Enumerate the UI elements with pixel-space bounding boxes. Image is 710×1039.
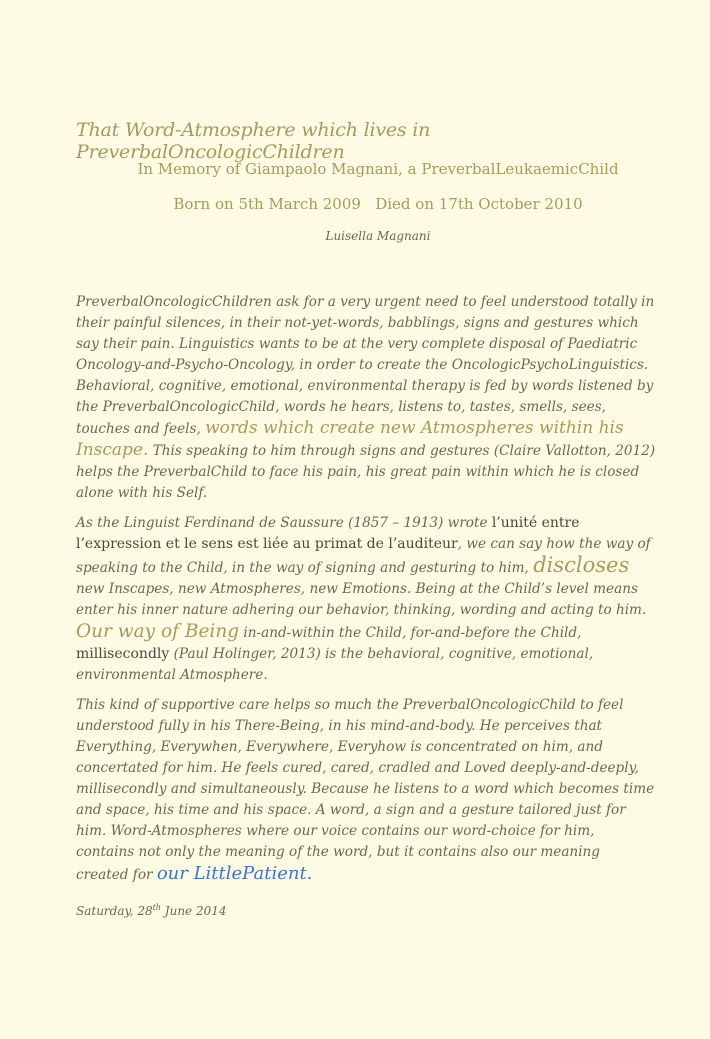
p2-text-c: , we can say how the way of speaking to the Child, in the way of signing and gesturing to him,: [76, 536, 651, 576]
p3-little-patient: our LittlePatient.: [156, 863, 313, 884]
p2-text-g: in-and-within the Child, for-and-before the Child,: [239, 625, 582, 641]
date-suffix: th: [152, 903, 161, 912]
body-text: [76, 292, 656, 895]
p2-text-e: new Inscapes, new Atmospheres, new Emotions. Being at the Child’s level means enter his inner nature adhering our behavior, thinking, wording and acting to him.: [76, 581, 647, 618]
life-dates: [0, 195, 710, 213]
p2-highlight-discloses: discloses: [533, 553, 630, 577]
author-name: Luisella Magnani: [325, 229, 431, 243]
died-date: Died on 17th October 2010: [375, 195, 583, 213]
date-rest: June 2014: [160, 904, 227, 918]
p1-text-c: This speaking to him through signs and gestures (Claire Vallotton, 2012) helps the PreverbalChild to face his pain, his great pain within which he is closed alone with his Self.: [76, 443, 656, 501]
p2-french-quote: l’unité entre l’expression et le sens est liée au primat de l’auditeur: [76, 515, 580, 552]
paragraph-3: [76, 695, 656, 886]
p1-text-a: PreverbalOncologicChildren ask for a very urgent need to feel understood totally in their painful silences, in their not-yet-words, babblings, signs and gestures which say their pain. Linguistics wants to be at the very complete disposal of Paediatric Oncology-and-Psycho-Oncology, in order to create the OncologicPsychoLinguistics. Behavioral, cognitive, emotional, environmental therapy is fed by words listened by the PreverbalOncologicChild, words he hears, listens to, tastes, smells, sees, touches and feels,: [76, 294, 655, 437]
born-date: Born on 5th March 2009: [173, 195, 361, 213]
p3-text-a: This kind of supportive care helps so much the PreverbalOncologicChild to feel understood fully in his There-Being, in his mind-and-body. He perceives that Everything, Everywhen, Everywhere, Everyhow is concentrated on him, and concertated for him. He feels cured, cared, cradled and Loved deeply-and-deeply, millisecondly and simultaneously. Because he listens to a word which becomes time and space, his time and his space. A word, a sign and a gesture tailored just for him. Word-Atmospheres where our voice contains our word-choice for him, contains not only the meaning of the word, but it contains also our meaning created for: [76, 697, 655, 883]
date-day: Saturday, 28: [76, 904, 153, 918]
document-title: That Word-Atmosphere which lives in PreverbalOncologicChildren: [76, 119, 431, 163]
p2-millisecondly: millisecondly: [76, 646, 170, 662]
paragraph-1: [76, 292, 656, 504]
p2-text-a: As the Linguist Ferdinand de Saussure (1857 – 1913) wrote: [76, 515, 492, 531]
document-date: [76, 903, 227, 918]
p2-text-i: (Paul Holinger, 2013) is the behavioral, cognitive, emotional, environmental Atmosphere.: [76, 646, 594, 683]
p2-highlight-way-of-being: Our way of Being: [76, 621, 240, 642]
document-subtitle: In Memory of Giampaolo Magnani, a PreverbalLeukaemicChild: [137, 160, 619, 178]
paragraph-2: [76, 513, 656, 686]
p1-highlight: words which create new Atmospheres within his Inscape.: [76, 418, 624, 460]
